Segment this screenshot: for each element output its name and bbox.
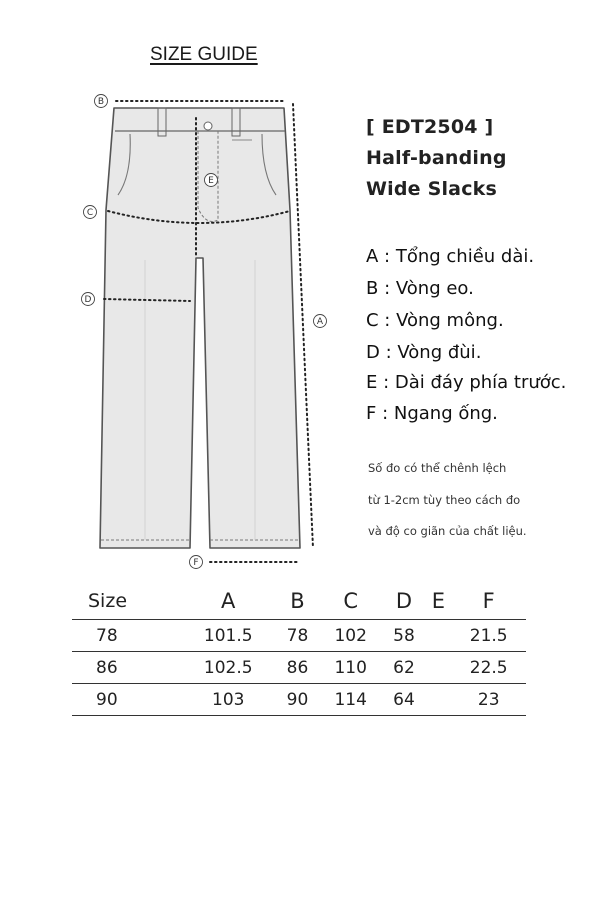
- table-cell: 58: [383, 620, 426, 652]
- product-code: [ EDT2504 ]: [366, 116, 494, 138]
- table-cell: 103: [180, 684, 276, 716]
- table-row: [72, 684, 526, 716]
- table-cell: 78: [276, 620, 319, 652]
- product-name-line1: Half-banding: [366, 147, 507, 169]
- table-cell: 110: [319, 652, 383, 684]
- column-header-d: D: [395, 589, 413, 613]
- table-cell: 102.5: [180, 652, 276, 684]
- marker-b: [95, 95, 108, 108]
- column-header-a: A: [221, 589, 236, 613]
- table-cell: 90: [72, 684, 180, 716]
- table-cell: 101.5: [180, 620, 276, 652]
- table-cell: 22.5: [451, 652, 526, 684]
- product-name-line2: Wide Slacks: [366, 178, 497, 200]
- table-cell: 114: [319, 684, 383, 716]
- table-cell: 64: [383, 684, 426, 716]
- svg-text:E: E: [208, 176, 214, 186]
- legend-item-b: B : Vòng eo.: [366, 278, 474, 299]
- svg-text:A: A: [316, 317, 324, 327]
- table-cell: 86: [276, 652, 319, 684]
- legend-item-e: E : Dài đáy phía trước.: [366, 372, 567, 393]
- table-cell: [425, 620, 451, 652]
- marker-c: [84, 206, 97, 219]
- marker-e: [205, 174, 218, 187]
- pants-illustration: [100, 108, 300, 548]
- note-line-2: từ 1-2cm tùy theo cách đo: [368, 493, 521, 507]
- column-header-c: C: [343, 589, 359, 613]
- table-row: [72, 620, 526, 652]
- note-line-1: Số đo có thể chênh lệch: [368, 461, 507, 475]
- svg-text:C: C: [86, 208, 94, 218]
- table-header-row: [72, 583, 526, 620]
- table-cell: 86: [72, 652, 180, 684]
- marker-f: [190, 556, 203, 569]
- svg-text:F: F: [193, 558, 199, 568]
- size-table: [72, 583, 526, 716]
- svg-text:D: D: [84, 295, 92, 305]
- table-cell: 21.5: [451, 620, 526, 652]
- column-header-size: Size: [88, 590, 128, 612]
- svg-text:B: B: [97, 97, 105, 107]
- legend-item-a: A : Tổng chiều dài.: [366, 246, 535, 267]
- table-cell: 90: [276, 684, 319, 716]
- column-header-b: B: [290, 589, 305, 613]
- table-cell: 102: [319, 620, 383, 652]
- legend-item-f: F : Ngang ống.: [366, 403, 498, 424]
- table-cell: 62: [383, 652, 426, 684]
- page-title: SIZE GUIDE: [150, 44, 258, 65]
- table-cell: [425, 652, 451, 684]
- column-header-e: E: [431, 589, 445, 613]
- legend-item-c: C : Vòng mông.: [366, 310, 504, 331]
- table-cell: 23: [451, 684, 526, 716]
- legend-item-d: D : Vòng đùi.: [366, 342, 482, 363]
- marker-a: [314, 315, 327, 328]
- table-cell: 78: [72, 620, 180, 652]
- table-row: [72, 652, 526, 684]
- note-line-3: và độ co giãn của chất liệu.: [368, 524, 527, 538]
- marker-d: [82, 293, 95, 306]
- table-cell: [425, 684, 451, 716]
- column-header-f: F: [482, 589, 495, 613]
